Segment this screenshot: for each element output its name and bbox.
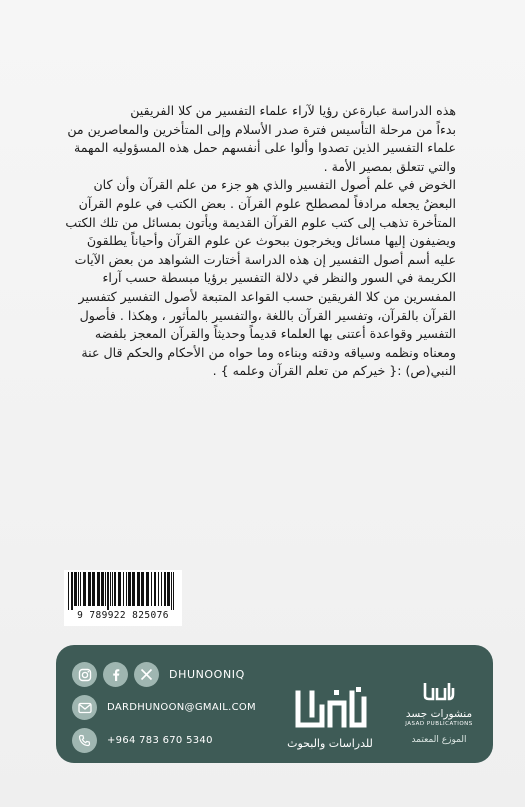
barcode-bar — [78, 572, 79, 606]
barcode-bar — [68, 572, 69, 610]
barcode-bar — [161, 572, 162, 606]
email-icon — [72, 695, 97, 720]
x-icon[interactable] — [134, 662, 159, 687]
paragraph-3: الخوض في علم أصول التفسير والذي هو جزء من علم القرآن وأن كان البعضُ يجعله مرادفاً لمصطلح علوم القرآن . بعض الكتب في علوم القرآن المتأخرة تذهب إلى كتب علوم القرآن القديمة ويأتون بمسائل من تلك الكتب ويضيفون إليها مسائل ويخرجون ببحوث عن علوم القرآن وأحياناً يطلقونَ عليه أسم أصول التفسير إن هذه الدراسة أختارت الشواهد من بعض الآيات الكريمة في السور والنظر في دلالة التفسير برؤيا مبسطة حسب آراء المفسرين من كلا الفريقين حسب القواعد المتبعة لأصول التفسير كتفسير القرآن بالقرآن، وتفسير القرآن باللغة ،والتفسير بالمأثور ، وهكذا . فأصول التفسير وقواعدة أعتنى بها العلماء قديماً وحديثاً والقرآن المعجز بلفضه ومعناه ونظمه وسياقه ودقته وبناءه وما حواه من الأحكام والحكم قال عنة النبي(ص) :{ خيركم من تعلم القرآن وعلمه } . — [65, 177, 456, 379]
email-address[interactable]: DARDHUNOON@GMAIL.COM — [107, 702, 256, 713]
jasad-name-ar: منشورات جسد — [405, 708, 473, 720]
barcode-bar — [158, 572, 159, 606]
barcode-bar — [74, 572, 77, 606]
barcode-bar — [171, 572, 172, 610]
jasad-name-en: JASAD PUBLICATIONS — [405, 721, 473, 727]
phone-row — [72, 728, 213, 753]
email-row — [72, 695, 256, 720]
instagram-icon[interactable] — [72, 662, 97, 687]
blurb-text — [64, 102, 456, 381]
barcode-bar — [83, 572, 86, 606]
barcode-bar — [141, 572, 144, 606]
isbn-number: 9 789922 825076 — [77, 610, 169, 621]
barcode-bar — [71, 572, 73, 610]
barcode-bar — [137, 572, 140, 606]
barcode-bar — [146, 572, 149, 606]
phone-icon — [72, 728, 97, 753]
barcode-bar — [107, 572, 109, 610]
dhunoon-tagline: للدراسات والبحوث — [287, 737, 373, 750]
barcode-bar — [112, 572, 113, 606]
isbn-barcode — [64, 570, 182, 626]
dhunoon-logo-mark — [292, 685, 368, 731]
barcode-bar — [97, 572, 100, 606]
social-handle: DHUNOONIQ — [169, 668, 245, 681]
barcode-bar — [128, 572, 131, 606]
barcode-bar — [151, 572, 152, 606]
barcode-bar — [164, 572, 166, 606]
distributor-label: الموزع المعتمد — [411, 735, 467, 745]
barcode-bar — [173, 572, 174, 610]
paragraph-2: بدءاً من مرحلة التأسيس فترة صدر الأسلام وإلى المتأخرين والمعاصرين من علماء التفسير الذين تصدوا وألوا على أنفسهم حمل هذه المسؤوليه المهمة والتي تتعلق بمصير الأمة . — [67, 121, 456, 174]
barcode-bar — [126, 572, 127, 606]
barcode-bar — [132, 572, 135, 606]
phone-number[interactable]: +964 783 670 5340 — [107, 735, 213, 746]
dhunoon-logo — [280, 685, 380, 750]
barcode-bar — [167, 572, 170, 606]
barcode-bar — [105, 572, 106, 606]
barcode-bar — [154, 572, 156, 606]
barcode-bar — [88, 572, 91, 606]
paragraph-1: هذه الدراسة عبارةعن رؤيا لآراء علماء التفسير من كلا الفريقين — [130, 103, 456, 118]
barcode-bar — [110, 572, 111, 606]
barcode-bar — [92, 572, 95, 606]
barcode-bar — [101, 572, 104, 606]
jasad-logo — [396, 679, 482, 745]
jasad-logo-mark — [422, 679, 456, 701]
publisher-footer — [56, 645, 493, 763]
social-row — [72, 662, 245, 687]
barcode-bar — [114, 572, 116, 606]
barcode-bar — [118, 572, 121, 606]
barcode-bar — [123, 572, 124, 606]
facebook-icon[interactable] — [103, 662, 128, 687]
barcode-bars — [66, 572, 180, 610]
barcode-bar — [80, 572, 81, 606]
